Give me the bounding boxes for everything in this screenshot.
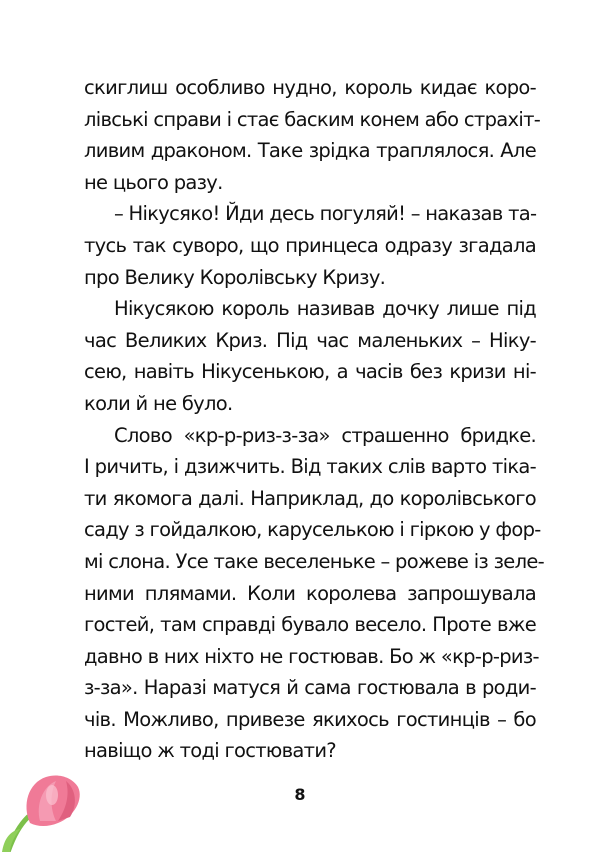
page-number: 8	[294, 785, 306, 804]
body-text	[84, 72, 544, 767]
text-line: тусь так суворо, що принцеса одразу згадала	[84, 233, 536, 257]
text-line: коли й не було.	[84, 391, 233, 415]
text-line: І ричить, і дзижчить. Від таких слів варто тіка-	[84, 455, 536, 479]
text-line: сею, навіть Нікусенькою, а часів без кризи ні-	[84, 360, 536, 384]
text-line: ливим драконом. Таке зрідка траплялося. Але	[84, 139, 536, 163]
text-line: – Нікусяко! Йди десь погуляй! – наказав та-	[114, 202, 537, 226]
text-line: про Велику Королівську Кризу.	[84, 265, 386, 289]
text-line: лівські справи і стає баским конем або страхіт-	[84, 107, 541, 131]
text-line: з-за». Наразі матуся й сама гостювала в роди-	[84, 676, 536, 700]
tulip-icon	[0, 765, 100, 852]
text-line: ти якомога далі. Наприклад, до королівського	[84, 486, 536, 510]
text-line: Слово «кр-р-риз-з-за» страшенно бридке.	[114, 423, 536, 447]
text-line: час Великих Криз. Під час маленьких – Ніку-	[84, 328, 536, 352]
text-line: Нікусякою король називав дочку лише під	[114, 297, 536, 321]
text-line: давно в них ніхто не гостював. Бо ж «кр-р-риз-	[84, 644, 539, 668]
text-line: ними плямами. Коли королева запрошувала	[84, 581, 536, 605]
text-line: скиглиш особливо нудно, король кидає коро-	[84, 76, 536, 99]
text-line: саду з гойдалкою, каруселькою і гіркою у фор-	[84, 518, 541, 542]
text-line: гостей, там справді бувало весело. Проте вже	[84, 613, 536, 637]
text-line: мі слона. Усе таке веселеньке – рожеве із зеле-	[84, 549, 544, 573]
text-line: не цього разу.	[84, 170, 223, 194]
text-line: чів. Можливо, привезе якихось гостинців – бо	[84, 707, 536, 731]
text-line: навіщо ж тоді гостювати?	[84, 739, 336, 763]
